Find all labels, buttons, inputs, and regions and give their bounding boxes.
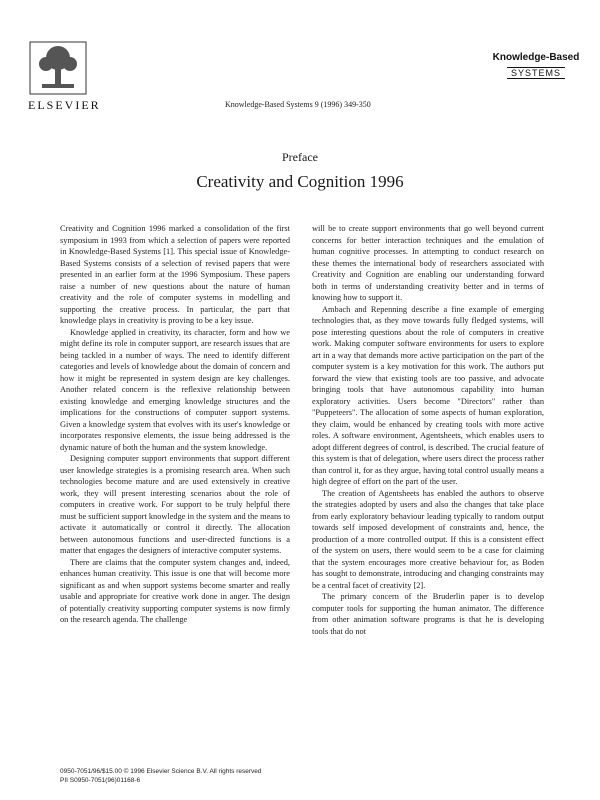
left-paragraph-3: Designing computer support environments that support different user knowledge strategies is a promising research area. When such technologies become mature and are used extensively in creative work, they will present interesting scenarios about the role of computers in creative work. For support to be truly helpful there must be sufficient support knowledge in the system and the means to activate it automatically or control it directly. The allocation between autonomous functions and user-directed functions is a matter that engages the designers of interactive computer systems. [60,454,290,555]
left-paragraph-4: There are claims that the computer system changes and, indeed, enhances human creativity. This issue is one that will become more significant as and when support systems become smarter and really usable and appropriate for creative work done in anger. The design of potentially creativity supporting computer systems is now firmly on the research agenda. The challenge [60,557,290,624]
copyright-line: 0950-7051/96/$15.00 © 1996 Elsevier Science B.V. All rights reserved [60,768,262,775]
article-title: Creativity and Cognition 1996 [196,172,404,191]
journal-reference: Knowledge-Based Systems 9 (1996) 349-350 [225,100,371,109]
right-paragraph-4: The primary concern of the Bruderlin paper is to develop computer tools for supporting the human animator. The difference from other animation software programs is that he is developing tools that do not [312,592,544,636]
left-column [60,223,290,626]
journal-logo-name: Knowledge-Based [492,52,580,63]
right-paragraph-1: will be to create support environments that go well beyond current concerns for better interaction techniques and the emulation of human cognitive processes. In attempting to conduct research on these themes the international body of researchers associated with Creativity and Cognition are enabling our understanding forward both in terms of understanding creativity better and in terms of knowing how to support it. [312,224,544,302]
pii-line: PII S0950-7051(96)01168-6 [60,776,141,784]
publisher-name: ELSEVIER [28,98,101,112]
left-paragraph-2: Knowledge applied in creativity, its character, form and how we might define its role in computer support, are research issues that are being tackled in a number of ways. The need to identify different categories and levels of knowledge about the domain of concern and how it might be represented in system design are key challenges. Another related concern is the reflexive relationship between existing knowledge and emerging knowledge structures and the implications for the constructions of computer support systems. Given a knowledge system that evolves with its user's knowledge or incorporates responsive elements, the issue being addressed is the dynamic nature of both the human and the system knowledge. [60,327,290,452]
right-paragraph-2: Ambach and Repenning describe a fine example of emerging technologies that, as they move towards fully fledged systems, will pose interesting questions about the role of computers in creative work. Making computer software environments for users to explore art in a way that demands more active participation on the part of the computer system is a key motivation for this work. The authors put forward the view that existing tools are too passive, and advocate bringing tools that have autonomous capability into human exploratory activities. Users become "Directors" rather than "Puppeteers". The allocation of some aspects of human exploration, they claim, would be enhanced by creating tools with more active roles. A software environment, Agentsheets, which enables users to adopt different degrees of control, is described. The crucial feature of this system is that of delegation, where users direct the process rather than control it, for as they argue, having total control usually means a high degree of effort on the part of the user. [312,304,544,486]
elsevier-logo [28,40,101,112]
elsevier-tree-icon [28,40,88,96]
section-label: Preface [282,150,318,164]
right-paragraph-3: The creation of Agentsheets has enabled the authors to observe the strategies adopted by users and also the changes that take place from early exploratory behaviour leading typically to random output towards self imposed development of constraints and, hence, the production of a more controlled output. If this is a consistent effect of the system on users, there would seem to be a case for claiming that the system encourages more creative behaviour for, as Boden has sought to demonstrate, introducing and changing constraints may be a central facet of creativity [2]. [312,488,544,590]
left-paragraph-1: Creativity and Cognition 1996 marked a consolidation of the first symposium in 1993 from which a selection of papers were reported in Knowledge-Based Systems [1]. This special issue of Knowledge-Based Systems consists of a selection of revised papers that were presented in an earlier form at the 1996 Symposium. These papers raise a number of new questions about the nature of human creativity and the role of computer systems in modelling and supporting the creative process. In particular, the part that knowledge plays in creativity is proving to be a key issue. [60,224,290,325]
journal-logo-subname: SYSTEMS [507,67,565,79]
journal-logo [488,52,584,81]
right-column [312,223,544,637]
copyright-footer [60,768,261,785]
